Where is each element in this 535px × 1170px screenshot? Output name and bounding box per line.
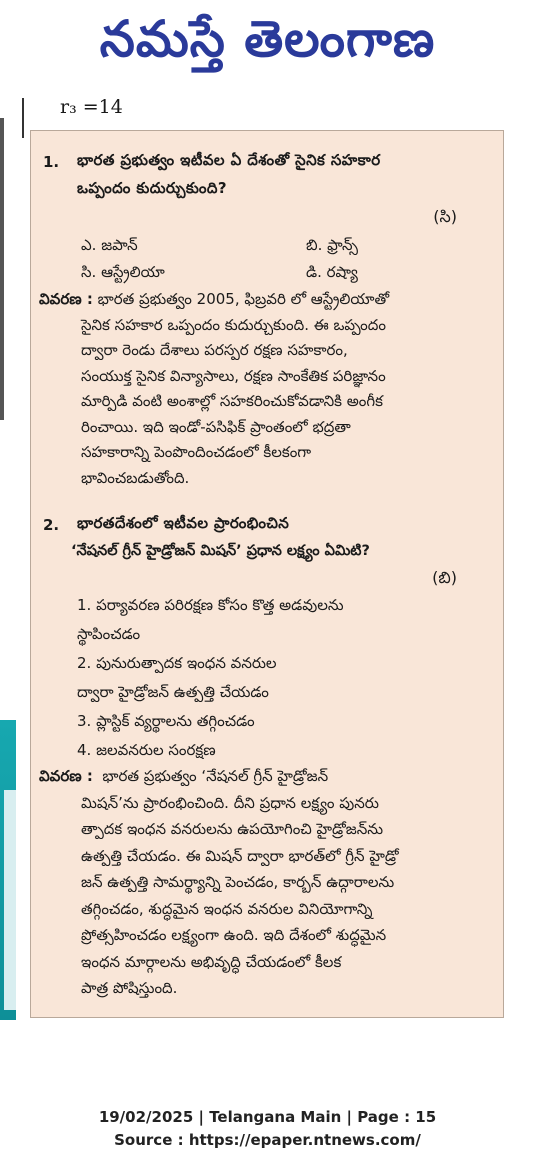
- question-2-options: [77, 593, 344, 767]
- explanation-line: భారత ప్రభుత్వం 2005, ఫిబ్రవరి లో ఆస్ట్రేలియాతో: [97, 290, 390, 308]
- question-2-option-line: 4. జలవనరుల సంరక్షణ: [77, 741, 216, 759]
- column-rule: [22, 98, 24, 138]
- question-2-option-line: 1. పర్యావరణ పరిరక్షణ కోసం కొత్త అడవులను: [77, 596, 344, 614]
- explanation-line: సైనిక సహకార ఒప్పందం కుదుర్చుకుంది. ఈ ఒప్పందం: [81, 315, 386, 334]
- explanation-line: భారత ప్రభుత్వం ‘నేషనల్ గ్రీన్ హైడ్రోజన్: [102, 767, 329, 785]
- column-divider: [0, 118, 4, 420]
- question-1-explanation: [39, 287, 389, 491]
- explanation-line: సంయుక్త సైనిక విన్యాసాలు, రక్షణ సాంకేతిక పరిజ్ఞానం: [81, 366, 386, 385]
- explanation-line: ప్రోత్సహించడం లక్ష్యంగా ఉంది. ఇది దేశంలో శుద్ధమైన: [81, 926, 387, 944]
- newspaper-masthead: నమస్తే తెలంగాణ: [99, 10, 436, 68]
- explanation-line: తగ్గించడం, శుద్ధమైన ఇంధన వనరుల వినియోగాన్ని: [81, 899, 373, 918]
- quiz-panel: [30, 130, 504, 1018]
- explanation-line: ద్వారా రెండు దేశాలు పరస్పర రక్షణ సహకారం,: [81, 341, 348, 359]
- explanation-label: వివరణ :: [39, 290, 93, 308]
- question-2-option-line: 3. ప్లాస్టిక్ వ్యర్థాలను తగ్గించడం: [77, 712, 255, 730]
- question-2-line-2: ‘నేషనల్ గ్రీన్ హైడ్రోజన్ మిషన్’ ప్రధాన లక్ష్యం ఏమిటి?: [71, 543, 370, 559]
- question-1-line-1: భారత ప్రభుత్వం ఇటీవల ఏ దేశంతో సైనిక సహకార: [77, 151, 381, 169]
- explanation-line: పాత్ర పోషిస్తుంది.: [81, 979, 178, 997]
- explanation-line: రించాయి. ఇది ఇండో-పసిఫిక్ ప్రాంతంలో భద్రతా: [81, 417, 351, 436]
- question-1-option-a: ఎ. జపాన్: [81, 236, 138, 254]
- explanation-line: భావించబడుతోంది.: [81, 468, 190, 487]
- question-2-line-1: భారతదేశంలో ఇటీవల ప్రారంభించిన: [77, 514, 290, 532]
- footer-date-page: 19/02/2025 | Telangana Main | Page : 15: [98, 1108, 437, 1126]
- question-2-answer: (బి): [432, 568, 457, 587]
- question-2-number: 2.: [43, 516, 60, 534]
- explanation-line: సహకారాన్ని పెంపొందించడంలో కీలకంగా: [81, 443, 312, 461]
- question-1-answer: (సి): [433, 207, 457, 226]
- question-1-option-b: బి. ఫ్రాన్స్: [306, 236, 358, 254]
- question-2-option-line: ద్వారా హైడ్రోజన్ ఉత్పత్తి చేయడం: [77, 683, 269, 701]
- question-1-number: 1.: [43, 153, 60, 171]
- explanation-line: ఇంధన మార్గాలను అభివృద్ధి చేయడంలో కీలక: [81, 952, 342, 971]
- question-1-option-c: సి. ఆస్ట్రేలియా: [81, 263, 165, 281]
- explanation-line: జన్ ఉత్పత్తి సామర్థ్యాన్ని పెంచడం, కార్బన్ ఉద్గారాలను: [81, 873, 395, 891]
- explanation-line: మిషన్’ను ప్రారంభించింది. దీని ప్రధాన లక్ష్యం పునరు: [81, 793, 379, 812]
- explanation-label: వివరణ :: [39, 767, 93, 785]
- question-2-option-line: 2. పునురుత్పాదక ఇంధన వనరుల: [77, 654, 277, 672]
- question-1-option-d: డి. రష్యా: [306, 263, 358, 281]
- question-2-option-line: స్థాపించడం: [77, 625, 141, 643]
- explanation-line: మార్పిడి వంటి అంశాల్లో సహకరించుకోవడానికి అంగీక: [81, 392, 383, 410]
- adjacent-column-graphic: [0, 720, 16, 1020]
- footer-source: Source : https://epaper.ntnews.com/: [114, 1131, 421, 1149]
- explanation-line: త్పాదక ఇంధన వనరులను ఉపయోగించి హైడ్రోజన్‌ను: [81, 820, 384, 838]
- explanation-line: ఉత్పత్తి చేయడం. ఈ మిషన్ ద్వారా భారత్‌లో గ్రీన్ హైడ్రో: [81, 846, 399, 865]
- formula-text: r₃ =14: [60, 96, 123, 118]
- question-1-line-2: ఒప్పందం కుదుర్చుకుంది?: [77, 179, 227, 197]
- question-2-explanation: [39, 763, 399, 1002]
